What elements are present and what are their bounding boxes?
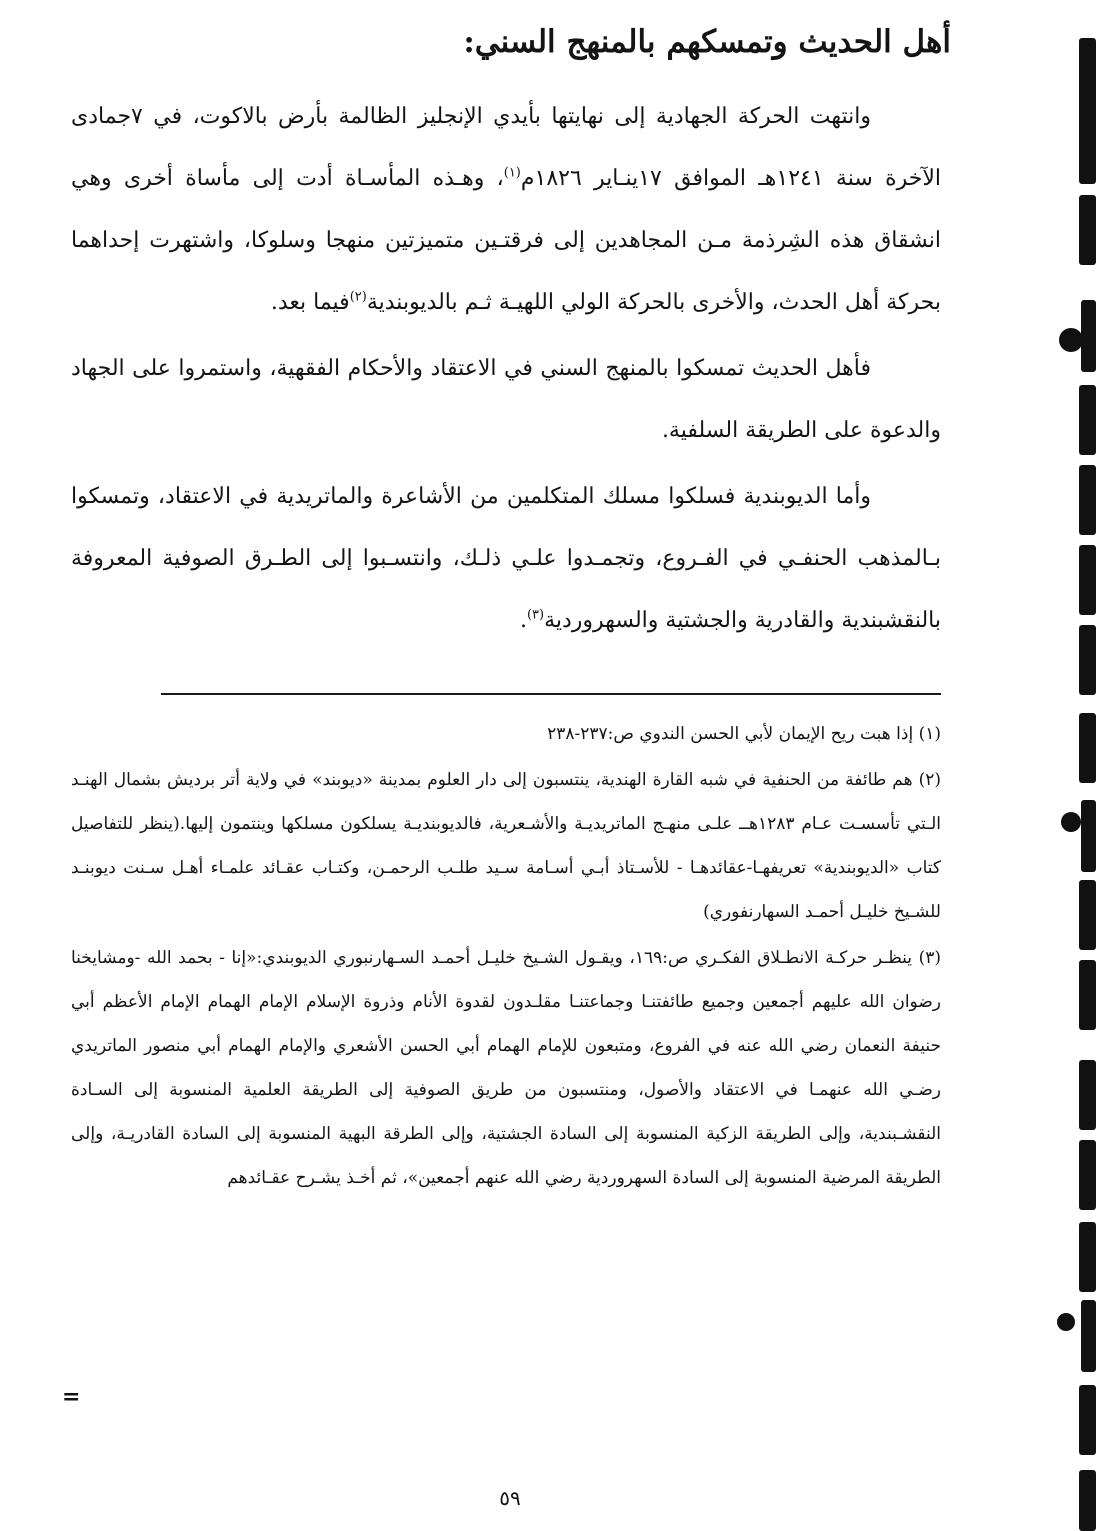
binding-bar [1079,545,1096,615]
footnote-ref-3[interactable]: (٣) [526,607,545,623]
paragraph-1-text-b: ، وهـذه المأسـاة أدت إلى مأساة أخرى وهي انشقاق هذه الشِرذمة مـن المجاهدين إلى فرقتـين متميزتين منهجا وسلوكا، واشتهرت إحداهما بحركة أهل الحدث، والأخرى بالحركة الولي اللهيـة ثـم بالديوبندية [71,166,941,315]
binding-bar [1079,1060,1096,1130]
binding-marks [1041,0,1101,1531]
binding-bar [1079,465,1096,535]
footnote-3: (٣) ينظـر حركـة الانطـلاق الفكـري ص:١٦٩، ويقـول الشـيخ خليـل أحمـد السـهارنبوري الديوبندي:«إنا - بحمد الله -ومشايخنا رضوان الله عليهم أجمعين وجميع طائفتنـا وجماعتنـا مقلـدون لقدوة الأنام وذروة الإسلام الإمام الهمام الإمام الأعظم أبي حنيفة النعمان رضي الله عنه في الفروع، ومتبعون للإمام الهمام أبي الحسن الأشعري والإمام الهمام أبي منصور الماتريدي رضـي الله عنهمـا في الاعتقاد والأصول، ومنتسبون من طريق الصوفية إلى الطريقة العلمية المنسوبة إلى السـادة النقشـبندية، وإلى الطريقة الزكية المنسوبة إلى السادة الجشتية، وإلى الطرقة البهية المنسوبة إلى السادة القادريـة، وإلى الطريقة المرضية المنسوبة إلى السادة السهروردية رضي الله عنهم أجمعين»، ثم أخـذ يشـرح عقـائدهم [71,948,941,1188]
binding-bar [1079,1140,1096,1210]
page-number: ٥٩ [499,1486,521,1510]
binding-dot [1059,328,1083,352]
paragraph-1 [71,86,941,334]
paragraph-1-text-c: فيما بعد. [270,290,350,315]
binding-bar [1081,300,1096,372]
paragraph-3-text: وأما الديوبندية فسلكوا مسلك المتكلمين من الأشاعرة والماتريدية في الاعتقاد، وتمسكوا بـالمذهب الحنفـي في الفـروع، وتجمـدوا علـي ذلـك، وانتسـبوا إلى الطـرق الصوفية المعروفة بالنقشبندية والقادرية والجشتية والسهروردية [71,484,941,633]
binding-bar [1079,1385,1096,1455]
binding-bar [1081,1300,1096,1372]
binding-bar [1079,38,1096,130]
binding-bar [1079,1222,1096,1292]
binding-bar [1079,385,1096,455]
paragraph-3 [71,466,941,652]
paragraph-2: فأهل الحديث تمسكوا بالمنهج السني في الاعتقاد والأحكام الفقهية، واستمروا على الجهاد والدعوة على الطريقة السلفية. [71,356,941,443]
footnote-ref-2[interactable]: (٢) [349,289,367,305]
binding-bar [1079,625,1096,695]
paragraph-3-end: . [519,608,527,633]
section-heading: أهل الحديث وتمسكهم بالمنهج السني: [463,24,951,60]
binding-bar [1079,1470,1096,1531]
binding-bar [1079,880,1096,950]
footnotes [71,712,941,1202]
footnote-2: (٢) هم طائفة من الحنفية في شبه القارة الهندية، ينتسبون إلى دار العلوم بمدينة «ديوبند» في ولاية أتر برديش بشمال الهنـد الـتي تأسسـت عـام ١٢٨٣هــ علـى منهـج الماتريديـة والأشـعرية، فالديوبنديـة يسلكون مسلكها وينتمون إليها.(ينظر للتفاصيل كتاب «الديوبندية» تعريفهـا-عقائدهـا - للأسـتاذ أبـي أسـامة سـيد طلـب الرحمـن، وكتـاب عقـائد علمـاء أهـل سـنت ديوبنـد للشـيخ خليـل أحمـد السهارنفوري) [71,770,942,922]
paragraph-1-text-a: وانتهت الحركة الجهادية إلى نهايتها بأيدي الإنجليز الظالمة بأرض بالاكوت، في ٧جمادى الآخرة سنة ١٢٤١هـ الموافق ١٧ينـاير ١٨٢٦م [71,104,941,191]
binding-bar [1079,124,1096,184]
footnote-1: (١) إذا هبت ريح الإيمان لأبي الحسن الندوي ص:٢٣٧-٢٣٨ [547,724,941,744]
binding-bar [1079,195,1096,265]
binding-bar [1081,800,1096,872]
binding-bar [1079,960,1096,1030]
binding-marks-graphic [1041,0,1101,1531]
footnote-separator [161,693,941,695]
main-body [71,86,941,656]
binding-dot [1061,812,1081,832]
continuation-mark: = [62,1384,81,1410]
footnote-ref-1[interactable]: (١) [503,165,521,181]
binding-bar [1079,713,1096,783]
binding-dot [1057,1313,1075,1331]
